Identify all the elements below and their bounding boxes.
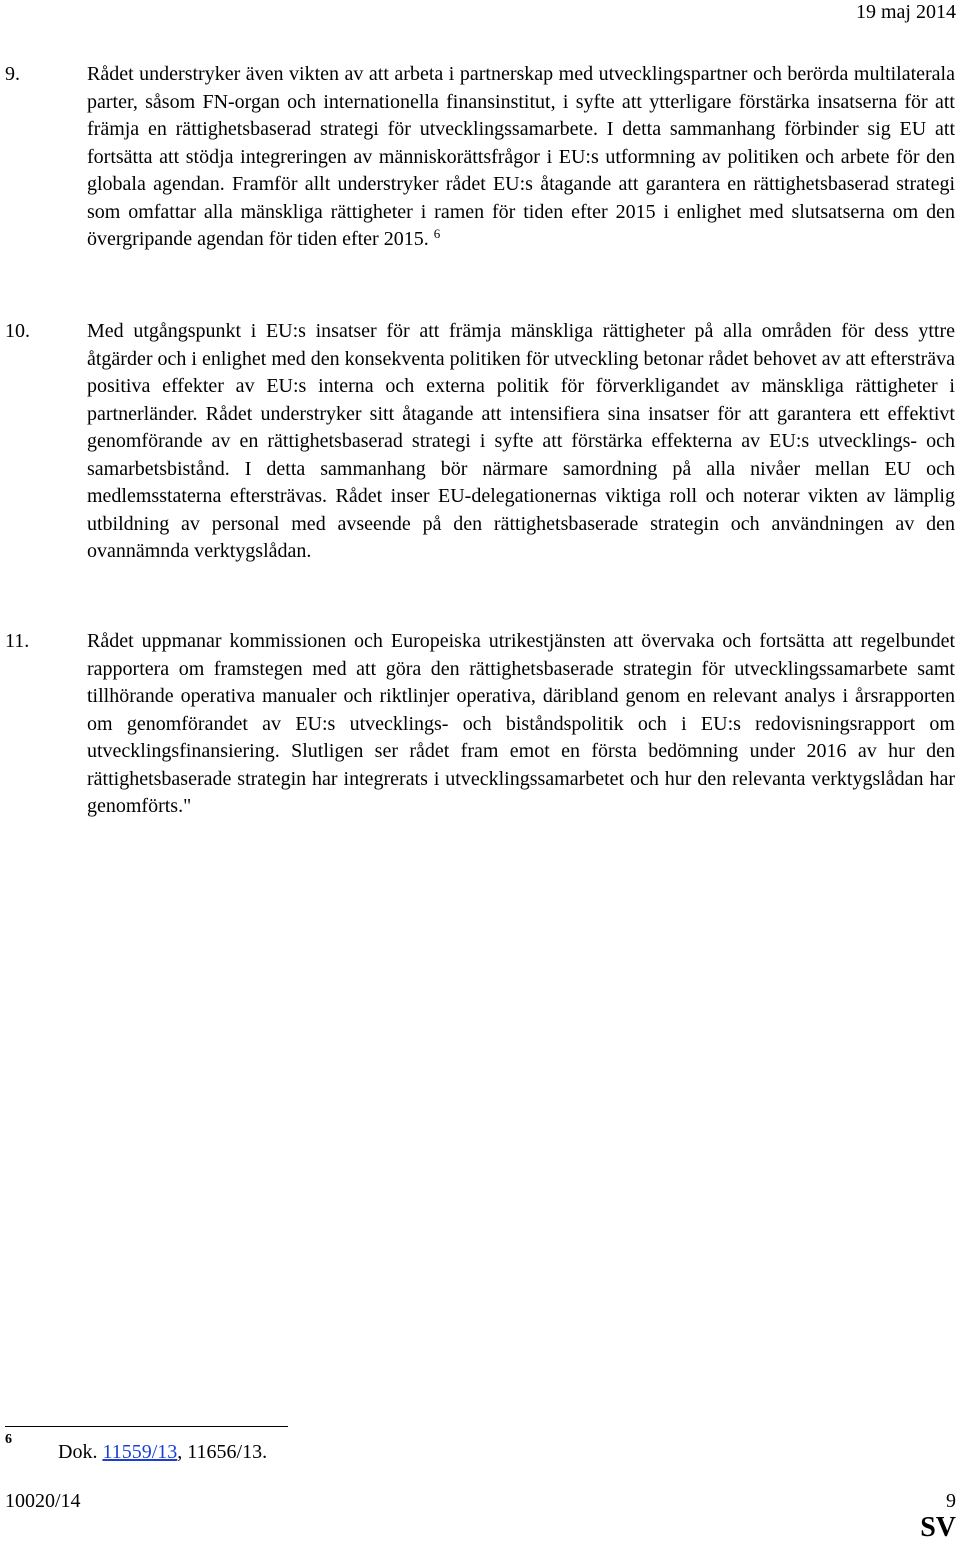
paragraph-10 — [5, 318, 955, 566]
footnote-prefix: Dok. — [58, 1441, 103, 1463]
paragraph-text: Rådet uppmanar kommissionen och Europeiska utrikestjänsten att övervaka och fortsätta att regelbundet rapportera om framstegen med att göra den rättighetsbaserade strategin för utvecklingssamarbete samt tillhörande operativa manualer och riktlinjer operativa, däribland genom en relevant analys i årsrapporten om genomförandet av EU:s utvecklings- och biståndspolitik och i EU:s redovisningsrapport om utvecklingsfinansiering. Slutligen ser rådet fram emot en första bedömning under 2016 av hur den rättighetsbaserade strategin har integrerats i utvecklingssamarbetet och hur den relevanta verktygslådan har genomförts." — [87, 630, 955, 817]
paragraph-number: 10. — [5, 320, 30, 342]
footnote-document-link[interactable]: 11559/13 — [102, 1441, 178, 1463]
footnote-separator — [5, 1426, 288, 1427]
paragraph-text: Med utgångspunkt i EU:s insatser för att främja mänskliga rättigheter på alla områden för dess yttre åtgärder och i enlighet med den konsekventa politiken för utveckling betonar rådet behovet av att eftersträva positiva effekter av EU:s interna och externa politik för förverkligandet av mänskliga rättigheter i partnerländer. Rådet understryker sitt åtagande att intensifiera sina insatser för att garantera ett effektivt genomförande av en rättighetsbaserad strategi i syfte att förstärka effekterna av EU:s utvecklings- och samarbetsbistånd. I detta sammanhang bör närmare samordning på alla nivåer mellan EU och medlemsstaterna eftersträvas. Rådet inser EU-delegationernas viktiga roll och noterar vikten av lämplig utbildning av personal med avseende på den rättighetsbaserade strategin och användningen av den ovannämnda verktygslådan. — [87, 320, 955, 562]
paragraph-body: Rådet understryker även vikten av att arbeta i partnerskap med utvecklingspartner och berörda multilaterala parter, såsom FN-organ och internationella finansinstitut, i syfte att ytterligare förstärka insatserna för att främja en rättighetsbaserad strategi för utvecklingssamarbete. I detta sammanhang förbinder sig EU att fortsätta att stödja integreringen av människorättsfrågor i EU:s utformning av politiken och arbete för den globala agendan. Framför allt understryker rådet EU:s åtagande att garantera en rättighetsbaserad strategi som omfattar alla mänskliga rättigheter i ramen för tiden efter 2015 i enlighet med slutsatserna om den övergripande agendan för tiden efter 2015. — [87, 63, 955, 250]
document-number: 10020/14 — [5, 1490, 81, 1512]
paragraph-number: 11. — [5, 630, 30, 652]
footnote-text — [58, 1440, 267, 1464]
paragraph-number: 9. — [5, 63, 20, 85]
document-date: 19 maj 2014 — [856, 1, 956, 23]
paragraph-text — [87, 61, 955, 254]
paragraph-11 — [5, 628, 955, 821]
language-code: SV — [920, 1512, 956, 1543]
footnote-reference[interactable]: 6 — [433, 226, 441, 241]
footnote-marker: 6 — [5, 1432, 12, 1447]
paragraph-9 — [5, 61, 955, 254]
footnote-suffix: , 11656/13. — [177, 1441, 268, 1463]
page-number: 9 — [946, 1490, 956, 1512]
